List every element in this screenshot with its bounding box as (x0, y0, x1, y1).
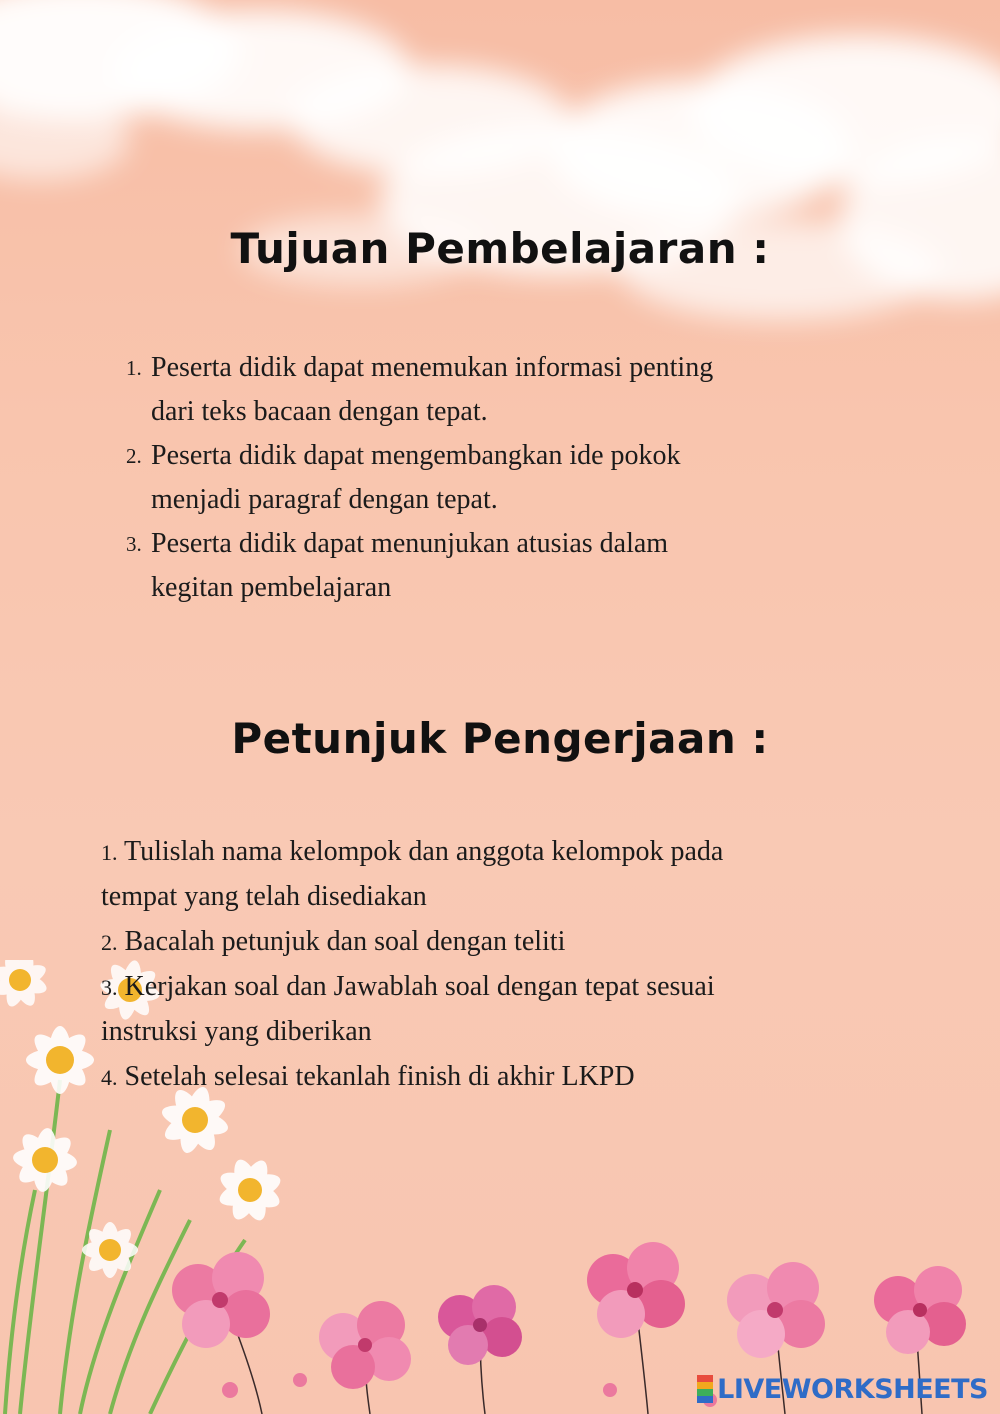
objectives-heading: Tujuan Pembelajaran : (230, 224, 770, 273)
objective-item (120, 522, 900, 610)
objective-item (120, 434, 900, 522)
instruction-text: Bacalah petunjuk dan soal dengan teliti (117, 926, 566, 957)
instruction-line (101, 875, 921, 920)
item-number: 3. (126, 532, 142, 556)
instruction-text: Tulislah nama kelompok dan anggota kelompok pada (117, 836, 724, 867)
objective-line: kegitan pembelajaran (151, 572, 392, 603)
item-number: 2. (126, 444, 142, 468)
liveworksheets-logo-icon (697, 1375, 713, 1403)
instruction-text: tempat yang telah disediakan (101, 881, 427, 912)
cloud-background (0, 0, 1000, 360)
item-number: 2. (101, 930, 118, 955)
instruction-line (101, 830, 921, 875)
instructions-heading: Petunjuk Pengerjaan : (231, 714, 769, 763)
item-number: 3. (101, 975, 118, 1000)
item-number: 1. (101, 840, 118, 865)
instruction-line (101, 965, 921, 1010)
instructions-list (101, 830, 921, 1100)
item-number: 1. (126, 356, 142, 380)
objective-item (120, 346, 900, 434)
instruction-line (101, 920, 921, 965)
liveworksheets-watermark[interactable] (697, 1372, 988, 1406)
item-number: 4. (101, 1065, 118, 1090)
objective-line: Peserta didik dapat menemukan informasi penting (151, 352, 714, 383)
watermark-text: LIVEWORKSHEETS (717, 1373, 988, 1405)
objective-line: Peserta didik dapat menunjukan atusias dalam (151, 528, 669, 559)
instruction-text: instruksi yang diberikan (101, 1016, 372, 1047)
objective-line: dari teks bacaan dengan tepat. (151, 396, 488, 427)
objective-line: menjadi paragraf dengan tepat. (151, 484, 498, 515)
objectives-list (120, 346, 900, 610)
objective-line: Peserta didik dapat mengembangkan ide pokok (151, 440, 681, 471)
instruction-line (101, 1010, 921, 1055)
instruction-text: Kerjakan soal dan Jawablah soal dengan tepat sesuai (117, 971, 715, 1002)
instruction-line (101, 1055, 921, 1100)
instruction-text: Setelah selesai tekanlah finish di akhir LKPD (117, 1061, 635, 1092)
